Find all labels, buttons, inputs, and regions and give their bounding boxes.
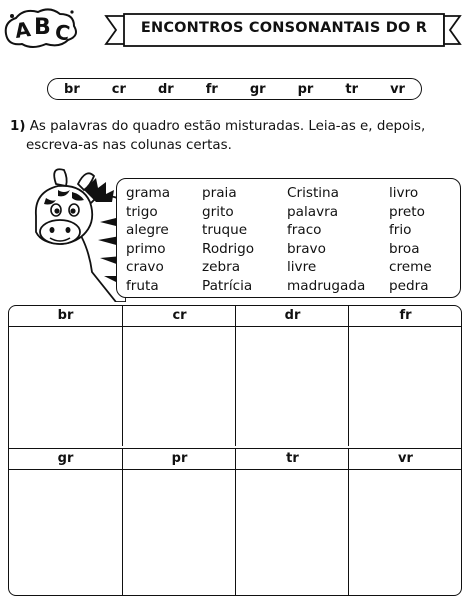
word-item: livre: [287, 259, 317, 275]
word-item: zebra: [202, 259, 241, 275]
digraph-fr: fr: [205, 81, 218, 97]
sorting-table: [8, 305, 462, 596]
svg-text:B: B: [34, 15, 51, 40]
page-title: ENCONTROS CONSONANTAIS DO R: [140, 20, 428, 36]
column-cr: [122, 306, 236, 446]
word-item: alegre: [126, 222, 169, 238]
word-item: Patrícia: [202, 277, 253, 294]
abc-logo-icon: [2, 4, 80, 50]
digraph-dr: dr: [157, 81, 174, 97]
word-item: livro: [389, 185, 419, 201]
digraph-gr: gr: [249, 81, 266, 97]
word-column-1: [126, 184, 170, 295]
word-item: creme: [389, 259, 432, 275]
word-item: truque: [202, 222, 248, 238]
word-item: palavra: [287, 203, 339, 220]
column-br: [9, 306, 122, 446]
column-header: tr: [236, 449, 349, 470]
exercise-instruction: [10, 117, 462, 155]
column-tr: [235, 449, 349, 596]
word-item: broa: [389, 240, 420, 257]
table-row-top: [9, 306, 461, 446]
word-item: praia: [202, 185, 237, 201]
digraph-bar: [47, 78, 422, 100]
word-item: preto: [389, 203, 425, 220]
digraph-cr: cr: [111, 81, 126, 97]
word-item: pedra: [389, 277, 429, 294]
word-item: fraco: [287, 222, 322, 238]
svg-text:A: A: [13, 17, 33, 43]
word-item: Rodrigo: [202, 240, 255, 257]
column-header: dr: [236, 306, 349, 327]
column-gr: [9, 449, 122, 596]
column-fr: [348, 306, 462, 446]
word-box: [116, 178, 461, 298]
column-header: fr: [349, 306, 462, 327]
table-row-bottom: [9, 448, 461, 596]
digraph-tr: tr: [345, 81, 359, 97]
word-item: primo: [126, 240, 166, 257]
word-item: grito: [202, 203, 234, 220]
svg-text:C: C: [53, 19, 72, 46]
word-item: bravo: [287, 240, 326, 257]
column-header: gr: [9, 449, 122, 470]
exercise-number: 1): [10, 119, 26, 134]
digraph-vr: vr: [390, 81, 405, 97]
column-header: vr: [349, 449, 462, 470]
word-column-2: [202, 184, 254, 295]
instruction-line-1: As palavras do quadro estão misturadas. Leia-as e, depois,: [29, 119, 426, 134]
word-column-3: [287, 184, 365, 295]
column-dr: [235, 306, 349, 446]
word-item: trigo: [126, 203, 158, 220]
title-banner: [104, 13, 462, 47]
column-header: pr: [123, 449, 236, 470]
word-item: cravo: [126, 259, 164, 275]
digraph-pr: pr: [297, 81, 314, 97]
digraph-br: br: [64, 81, 80, 97]
column-pr: [122, 449, 236, 596]
column-header: cr: [123, 306, 236, 327]
word-item: Cristina: [287, 185, 339, 201]
column-vr: [348, 449, 462, 596]
instruction-line-2: escreva-as nas colunas certas.: [26, 138, 232, 153]
word-item: fruta: [126, 277, 159, 294]
word-item: frio: [389, 222, 412, 238]
word-column-4: [389, 184, 432, 295]
column-header: br: [9, 306, 122, 327]
word-item: madrugada: [287, 277, 366, 294]
word-item: grama: [126, 185, 171, 201]
zebra-icon: [16, 162, 126, 302]
